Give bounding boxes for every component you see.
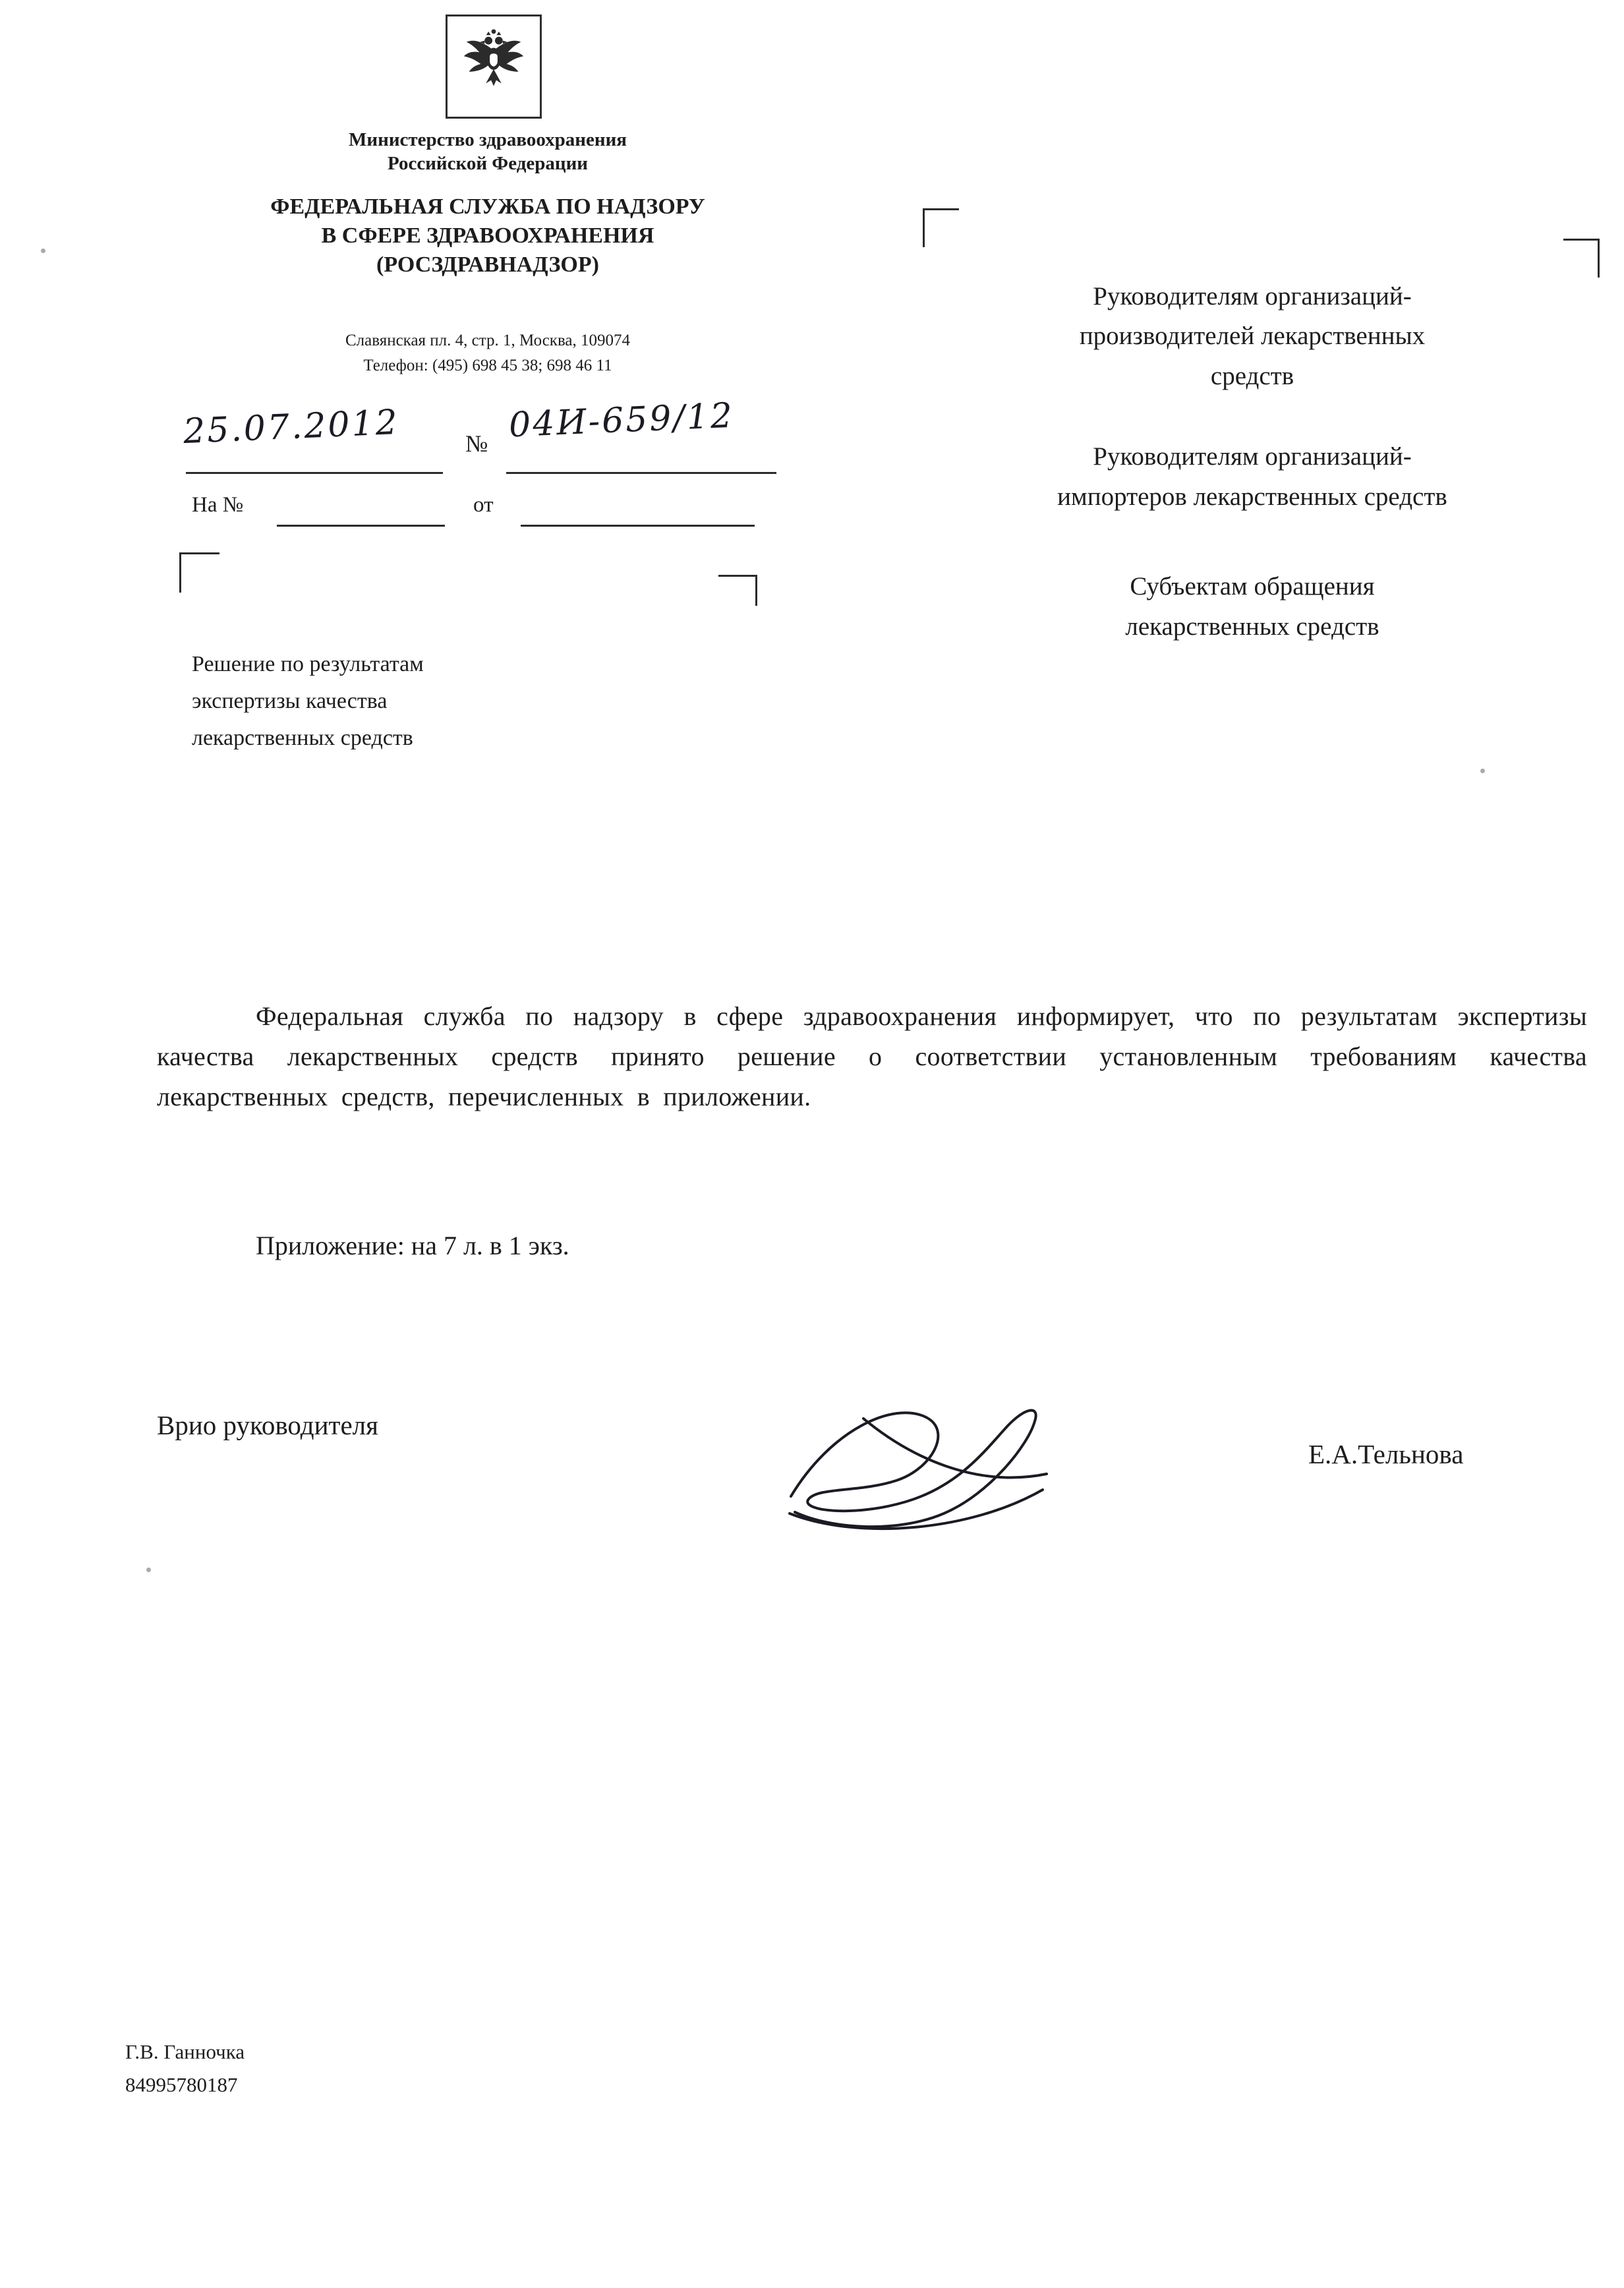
recipient-line: лекарственных средств xyxy=(1125,612,1379,641)
number-underline xyxy=(506,472,776,474)
handwritten-date: 25.07.2012 xyxy=(182,402,400,452)
service-line-3: (РОСЗДРАВНАДЗОР) xyxy=(376,252,599,278)
address-line: Славянская пл. 4, стр. 1, Москва, 109074 xyxy=(345,332,631,349)
corner-mark-subject-top-left xyxy=(179,552,219,593)
recipients-block xyxy=(936,277,1569,688)
recipient-line: Руководителям организаций- xyxy=(1093,282,1412,310)
scan-artifact-dot xyxy=(146,1568,151,1572)
service-line-1: ФЕДЕРАЛЬНАЯ СЛУЖБА ПО НАДЗОРУ xyxy=(270,194,705,219)
corner-mark-subject-top-right xyxy=(718,575,757,606)
corner-mark-recipient-top-right xyxy=(1563,239,1600,278)
number-sign: № xyxy=(465,430,488,457)
recipient-line: производителей лекарственных xyxy=(1079,322,1426,351)
ot-label: от xyxy=(473,493,494,517)
subject-line-2: экспертизы качества xyxy=(192,689,388,714)
handwritten-outgoing-number: 04И-659/12 xyxy=(508,396,736,446)
na-no-label: На № xyxy=(192,493,244,517)
service-name xyxy=(142,192,834,280)
date-underline xyxy=(186,472,443,474)
subject-line-3: лекарственных средств xyxy=(192,726,413,751)
ot-blank-line xyxy=(521,525,755,527)
recipient-importers xyxy=(936,437,1569,517)
scan-artifact-dot xyxy=(41,249,45,253)
executor-phone: 84995780187 xyxy=(125,2072,238,2096)
na-no-blank-line xyxy=(277,525,445,527)
recipient-manufacturers xyxy=(936,277,1569,396)
attachment-line: Приложение: на 7 л. в 1 экз. xyxy=(256,1231,569,1260)
service-line-2: В СФЕРЕ ЗДРАВООХРАНЕНИЯ xyxy=(321,223,654,249)
executor-block xyxy=(125,2036,245,2101)
ministry-name xyxy=(158,128,817,176)
executor-name: Г.В. Ганночка xyxy=(125,2040,245,2063)
contact-block xyxy=(158,328,817,378)
recipient-line: Субъектам обращения xyxy=(1130,572,1375,601)
subject-line-1: Решение по результатам xyxy=(192,652,424,676)
signer-name: Е.А.Тельнова xyxy=(1308,1439,1464,1469)
body-paragraph: Федеральная служба по надзору в сфере здравоохранения информирует, что по результатам экспертизы качества лекарственных средств принято решение о соответствии установленным требованиям качества лекарственных средств, перечисленных в приложении. xyxy=(157,1001,1587,1111)
recipient-line: средств xyxy=(1210,361,1294,390)
corner-mark-recipient-top-left xyxy=(923,208,959,247)
phone-line: Телефон: (495) 698 45 38; 698 46 11 xyxy=(363,356,612,374)
recipient-line: импортеров лекарственных средств xyxy=(1057,482,1447,511)
scan-artifact-dot xyxy=(1480,769,1485,773)
signature-icon xyxy=(771,1384,1061,1549)
recipient-subjects xyxy=(936,567,1569,647)
signer-position: Врио руководителя xyxy=(157,1410,378,1440)
emblem-box xyxy=(446,15,542,119)
coat-of-arms-icon xyxy=(455,24,533,109)
ministry-line-2: Российской Федерации xyxy=(387,153,588,175)
subject-block xyxy=(192,646,600,757)
recipient-line: Руководителям организаций- xyxy=(1093,442,1412,471)
ministry-line-1: Министерство здравоохранения xyxy=(349,129,627,150)
